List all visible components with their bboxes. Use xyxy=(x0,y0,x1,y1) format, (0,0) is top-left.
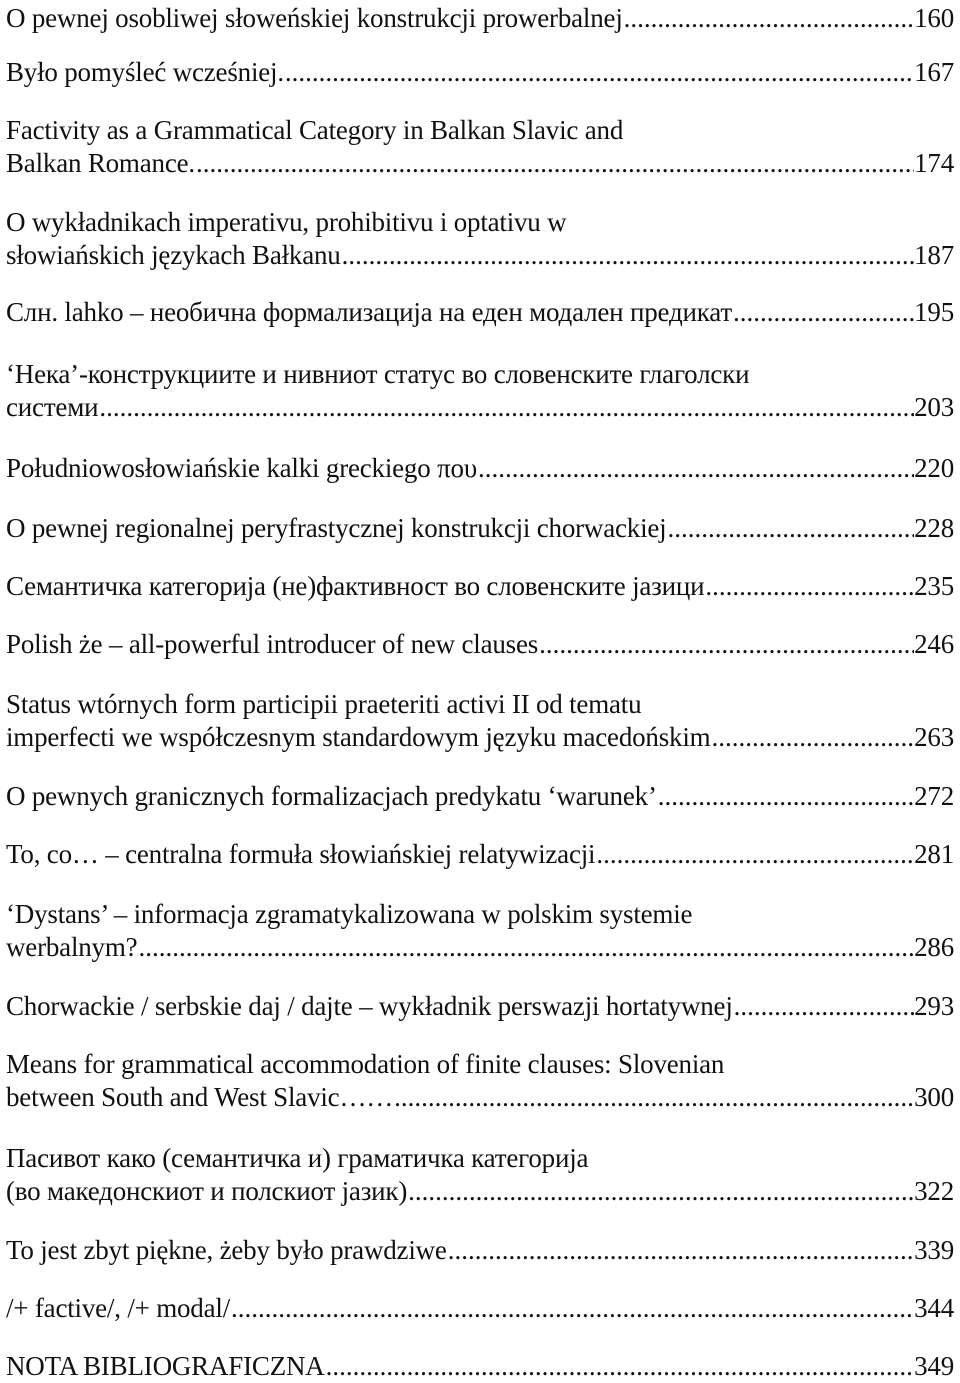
toc-leader-dots xyxy=(99,391,914,424)
toc-entry-title-line: Пасивот како (семантичка и) граматичка категорија xyxy=(6,1143,589,1173)
toc-entry xyxy=(6,452,954,485)
toc-leader-dots xyxy=(658,780,914,813)
toc-entry-line xyxy=(6,1175,954,1208)
toc-page-number: 228 xyxy=(914,513,954,543)
toc-leader-dots xyxy=(624,2,914,35)
toc-page-number: 300 xyxy=(914,1082,954,1112)
toc-entry-title-line: ‘Нека’-конструкциите и нивниот статус во словенските глаголски xyxy=(6,359,750,389)
toc-entry-title: O pewnej regionalnej peryfrastycznej konstrukcji chorwackiej xyxy=(6,513,667,543)
toc-entry-line xyxy=(6,512,954,545)
toc-page-number: 322 xyxy=(914,1176,954,1206)
toc-entry xyxy=(6,898,954,964)
toc-entry xyxy=(6,358,954,424)
toc-page-number: 272 xyxy=(914,781,954,811)
toc-leader-dots xyxy=(711,721,914,754)
toc-entry-line xyxy=(6,2,954,35)
toc-entry-title-line: Factivity as a Grammatical Category in Balkan Slavic and xyxy=(6,115,624,145)
toc-entry-line xyxy=(6,1350,954,1383)
toc-page-number: 235 xyxy=(914,571,954,601)
toc-leader-dots xyxy=(734,990,914,1023)
toc-entry xyxy=(6,688,954,754)
toc-entry-title-line: O wykładnikach imperativu, prohibitivu i optativu w xyxy=(6,207,567,237)
toc-entry-title: Семантичка категорија (не)фактивност во словенските јазици xyxy=(6,571,705,601)
toc-leader-dots xyxy=(342,239,914,272)
toc-page-number: 281 xyxy=(914,839,954,869)
toc-page-number: 263 xyxy=(914,722,954,752)
toc-entry-line xyxy=(6,391,954,424)
toc-page-number: 203 xyxy=(914,392,954,422)
toc-entry xyxy=(6,570,954,603)
toc-entry-title: NOTA BIBLIOGRAFICZNA xyxy=(6,1351,325,1381)
toc-entry-title: Chorwackie / serbskie daj / dajte – wykładnik perswazji hortatywnej xyxy=(6,991,733,1021)
toc-entry-line xyxy=(6,452,954,485)
toc-entry-line xyxy=(6,296,954,329)
toc-entry-line xyxy=(6,1234,954,1267)
toc-leader-dots xyxy=(285,56,914,89)
toc-entry-title: werbalnym? xyxy=(6,932,138,962)
toc-entry-line xyxy=(6,838,954,871)
toc-leader-dots xyxy=(448,1234,914,1267)
toc-entry xyxy=(6,1350,954,1383)
toc-page-number: 339 xyxy=(914,1235,954,1265)
toc-entry-line xyxy=(6,147,954,180)
toc-leader-dots xyxy=(231,1292,914,1325)
toc-entry xyxy=(6,1234,954,1267)
toc-entry-title: To jest zbyt piękne, żeby było prawdziwe xyxy=(6,1235,447,1265)
toc-entry-title-line: Means for grammatical accommodation of finite clauses: Slovenian xyxy=(6,1049,725,1079)
toc-entry-line xyxy=(6,239,954,272)
toc-entry-line xyxy=(6,1292,954,1325)
toc-entry-title: Południowosłowiańskie kalki greckiego που xyxy=(6,453,477,483)
toc-entry-title: Слн. lahko – необична формализација на еден модален предикат xyxy=(6,297,732,327)
toc-page-number: 220 xyxy=(914,453,954,483)
toc-leader-dots xyxy=(596,838,914,871)
toc-entry-title: O pewnych granicznych formalizacjach predykatu ‘warunek’ xyxy=(6,781,657,811)
toc-entry-title: słowiańskich językach Bałkanu xyxy=(6,240,341,270)
toc-entry xyxy=(6,1142,954,1208)
toc-leader-dots xyxy=(705,570,914,603)
toc-entry xyxy=(6,2,954,35)
toc-entry-line xyxy=(6,780,954,813)
toc-entry-line xyxy=(6,721,954,754)
toc-leader-dots xyxy=(196,147,914,180)
toc-leader-dots xyxy=(138,931,914,964)
toc-entry-title: Było pomyśleć wcześniej. xyxy=(6,57,284,87)
toc-entry-title: /+ factive/, /+ modal/ xyxy=(6,1293,230,1323)
toc-entry-title: Balkan Romance. xyxy=(6,148,195,178)
toc-entry xyxy=(6,114,954,180)
toc-entry xyxy=(6,1048,954,1114)
toc-entry-title: imperfecti we współczesnym standardowym języku macedońskim xyxy=(6,722,711,752)
toc-entry xyxy=(6,296,954,329)
toc-leader-dots xyxy=(394,1081,914,1114)
toc-entry-line xyxy=(6,570,954,603)
toc-entry-title: O pewnej osobliwej słoweńskiej konstrukcji prowerbalnej xyxy=(6,3,623,33)
toc-page-number: 349 xyxy=(914,1351,954,1381)
toc-leader-dots xyxy=(667,512,914,545)
toc-page-number: 293 xyxy=(914,991,954,1021)
toc-entry-title-line: ‘Dystans’ – informacja zgramatykalizowana w polskim systemie xyxy=(6,899,693,929)
toc-page-number: 187 xyxy=(914,240,954,270)
toc-leader-dots xyxy=(539,628,914,661)
toc-entry-title: системи xyxy=(6,392,99,422)
toc-entry xyxy=(6,628,954,661)
toc-page-number: 286 xyxy=(914,932,954,962)
toc-leader-dots xyxy=(733,296,914,329)
toc-page-number: 160 xyxy=(914,3,954,33)
toc-entry xyxy=(6,206,954,272)
toc-entry-line xyxy=(6,628,954,661)
toc-entry-line xyxy=(6,931,954,964)
toc-entry-line xyxy=(6,1081,954,1114)
toc-leader-dots xyxy=(408,1175,914,1208)
toc-page-number: 195 xyxy=(914,297,954,327)
toc-entry xyxy=(6,780,954,813)
toc-entry-title-line: Status wtórnych form participii praeteriti activi II od tematu xyxy=(6,689,642,719)
toc-entry-title: between South and West Slavic…… xyxy=(6,1082,394,1112)
toc-page-number: 174 xyxy=(914,148,954,178)
toc-entry xyxy=(6,990,954,1023)
toc-leader-dots xyxy=(478,452,914,485)
toc-entry-title: Polish że – all-powerful introducer of new clauses xyxy=(6,629,539,659)
toc-entry xyxy=(6,512,954,545)
toc-entry-line xyxy=(6,56,954,89)
toc-entry xyxy=(6,56,954,89)
toc-entry xyxy=(6,1292,954,1325)
toc-entry-title: To, co… – centralna formuła słowiańskiej relatywizacji xyxy=(6,839,596,869)
toc-entry xyxy=(6,838,954,871)
toc-leader-dots xyxy=(326,1350,915,1383)
toc-page-number: 167 xyxy=(914,57,954,87)
toc-entry-line xyxy=(6,990,954,1023)
toc-page-number: 246 xyxy=(914,629,954,659)
toc-entry-title: (во македонскиот и полскиот јазик) xyxy=(6,1176,408,1206)
toc-page-number: 344 xyxy=(914,1293,954,1323)
